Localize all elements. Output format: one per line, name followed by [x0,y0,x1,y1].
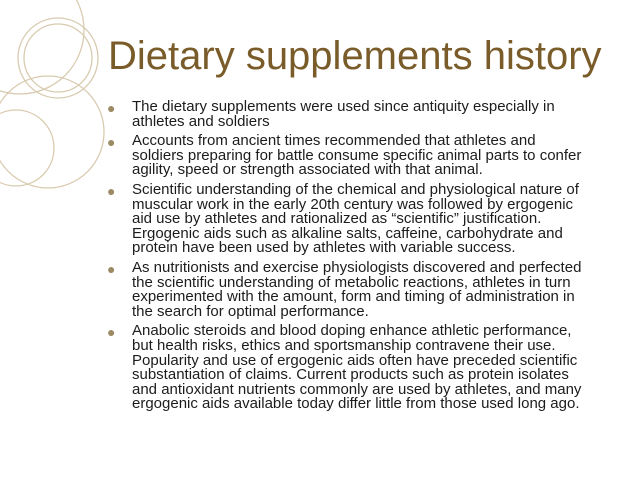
bullet-line: The dietary supplements were used since antiquity especially in [132,98,555,115]
bullet-line: Ergogenic aids such as alkaline salts, caffeine, carbohydrate and [132,224,563,242]
circle-bullet-icon: ● [107,100,116,116]
bullet-item [104,180,626,257]
decorative-ring [0,110,54,186]
bullet-line: substantiation of claims. Current products such as protein isolates [132,366,569,384]
circle-bullet-icon: ● [107,324,116,341]
bullet-line: agility, speed or strength associated with that animal. [132,161,483,179]
bullet-item [104,258,626,320]
bullet-line: Accounts from ancient times recommended that athletes and [132,132,536,150]
bullet-line: protein have been used by athletes with variable success. [132,239,516,257]
circle-bullet-icon: ● [107,182,116,199]
bullet-line: athletes and soldiers [132,112,270,130]
bullet-item [104,134,626,178]
bullet-line: As nutritionists and exercise physiologists discovered and perfected [132,258,582,276]
decorative-ring [0,0,84,94]
bullet-list [104,100,626,417]
bullet-line: Anabolic steroids and blood doping enhance athletic performance, [132,322,572,340]
slide-title: Dietary supplements history [108,34,602,78]
bullet-line: soldiers preparing for battle consume specific animal parts to confer [132,146,582,164]
bullet-line: but health risks, ethics and sportsmanship contravene their use. [132,336,556,354]
circle-bullet-icon: ● [107,260,116,277]
bullet-line: ergogenic aids available today differ little from those used long ago. [132,395,580,413]
bullet-line: Popularity and use of ergogenic aids often have preceded scientific [132,351,578,369]
circle-bullet-icon: ● [107,134,116,151]
bullet-item [104,324,626,412]
bullet-line: aid use by athletes and rationalized as “scientific” justification. [132,210,542,228]
bullet-line: muscular work in the early 20th century was followed by ergogenic [132,195,574,213]
bullet-line: the search for optimal performance. [132,302,369,320]
bullet-item [104,100,626,129]
decorative-ring [0,76,104,188]
bullet-line: the scientific understanding of metabolic reactions, athletes in turn [132,273,571,291]
bullet-line: and antioxidant nutrients commonly are used by athletes, and many [132,380,582,398]
bullet-line: Scientific understanding of the chemical and physiological nature of [132,180,579,198]
decorative-ring [18,18,98,98]
bullet-line: experimented with the amount, form and timing of administration in [132,288,575,306]
